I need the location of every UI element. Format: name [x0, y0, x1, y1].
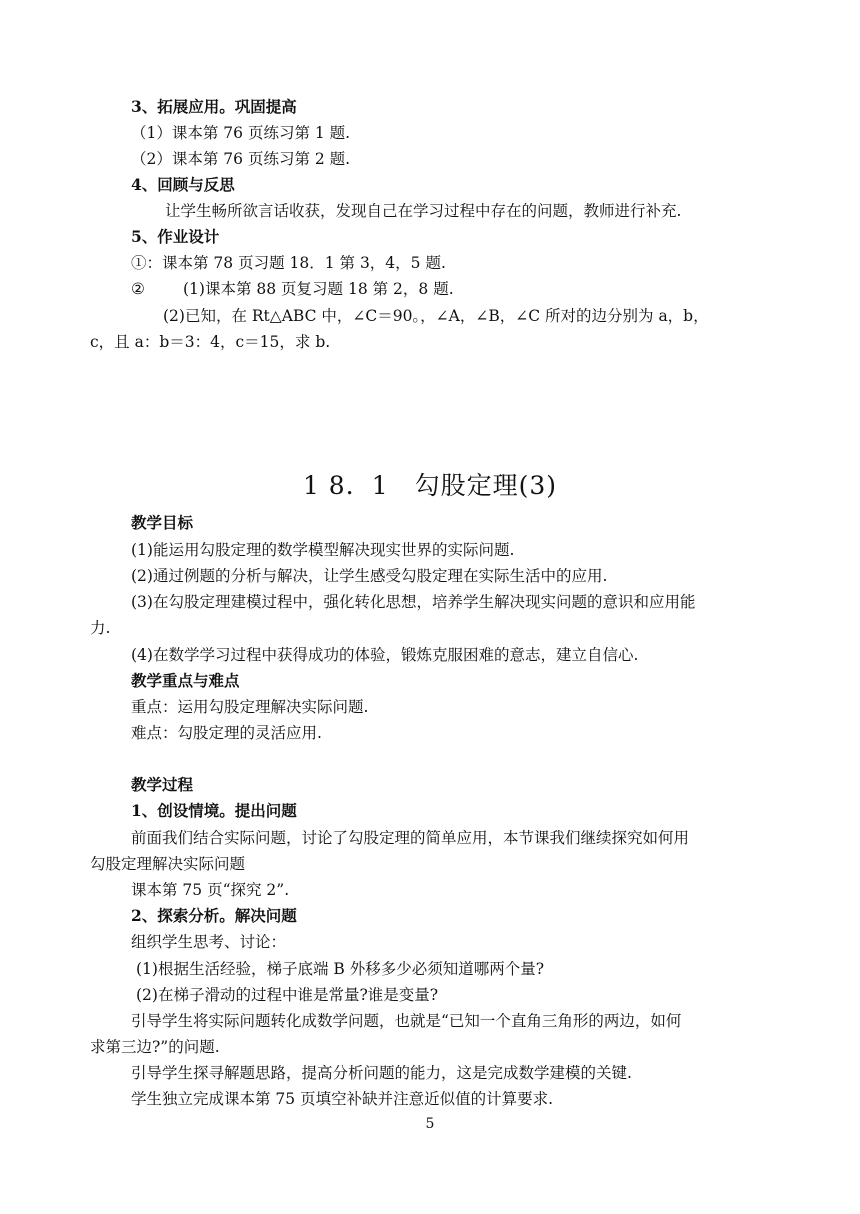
process-heading: 教学过程 [131, 775, 194, 794]
section-4-text: 让学生畅所欲言话收获，发现自己在学习过程中存在的问题，教师进行补充. [165, 202, 682, 220]
process-step-1-line-1: 前面我们结合实际问题，讨论了勾股定理的简单应用，本节课我们继续探究如何用 [131, 829, 690, 847]
section-5-heading: 5、作业设计 [131, 227, 220, 246]
homework-item-2-marker: ② [131, 280, 145, 298]
process-step-1-reference: 课本第 75 页“探究 2”. [131, 881, 290, 899]
section-3-item-1: （1）课本第 76 页练习第 1 题. [131, 124, 351, 142]
key-points-heading: 教学重点与难点 [131, 671, 240, 690]
process-step-2-heading: 2、探索分析。解决问题 [131, 906, 297, 925]
process-step-2-line-5: 学生独立完成课本第 75 页填空补缺并注意近似值的计算要求. [131, 1090, 554, 1108]
key-point-difficulty: 难点：勾股定理的灵活应用. [131, 724, 322, 742]
homework-item-1: ①：课本第 78 页习题 18．1 第 3，4，5 题. [131, 254, 446, 272]
homework-item-2-text: (1)课本第 88 页复习题 18 第 2，8 题. [183, 280, 454, 298]
process-step-1-line-2: 勾股定理解决实际问题 [90, 855, 246, 873]
objective-3-line-1: (3)在勾股定理建模过程中，强化转化思想，培养学生解决现实问题的意识和应用能 [131, 593, 696, 611]
homework-item-3-line-1: (2)已知，在 Rt△ABC 中，∠C＝90。，∠A，∠B，∠C 所对的边分别为 a，b， [163, 307, 709, 325]
homework-item-3-line-2: c，且 a：b＝3：4，c＝15，求 b. [90, 333, 331, 351]
objective-1: (1)能运用勾股定理的数学模型解决现实世界的实际问题. [131, 541, 515, 559]
objectives-heading: 教学目标 [131, 513, 194, 532]
objective-4: (4)在数学学习过程中获得成功的体验，锻炼克服困难的意志，建立自信心. [131, 646, 639, 664]
section-title: 1 8．1 勾股定理(3) [302, 471, 558, 500]
objective-2: (2)通过例题的分析与解决，让学生感受勾股定理在实际生活中的应用. [131, 567, 608, 585]
process-step-2-question-1: (1)根据生活经验，梯子底端 B 外移多少必须知道哪两个量? [136, 960, 545, 978]
key-point-focus: 重点：运用勾股定理解决实际问题. [131, 698, 369, 716]
process-step-2-line-2: 引导学生将实际问题转化成数学问题，也就是“已知一个直角三角形的两边，如何 [131, 1012, 682, 1030]
process-step-2-line-4: 引导学生探寻解题思路，提高分析问题的能力，这是完成数学建模的关键. [131, 1064, 632, 1082]
objective-3-line-2: 力. [90, 619, 111, 637]
section-3-heading: 3、拓展应用。巩固提高 [131, 97, 297, 116]
section-3-item-2: （2）课本第 76 页练习第 2 题. [131, 150, 351, 168]
process-step-1-heading: 1、创设情境。提出问题 [131, 801, 297, 820]
process-step-2-line-3: 求第三边?”的问题. [90, 1038, 220, 1056]
process-step-2-line-1: 组织学生思考、讨论： [131, 933, 287, 951]
page-number: 5 [425, 1116, 435, 1132]
process-step-2-question-2: (2)在梯子滑动的过程中谁是常量?谁是变量? [136, 986, 439, 1004]
section-4-heading: 4、回顾与反思 [131, 175, 235, 194]
